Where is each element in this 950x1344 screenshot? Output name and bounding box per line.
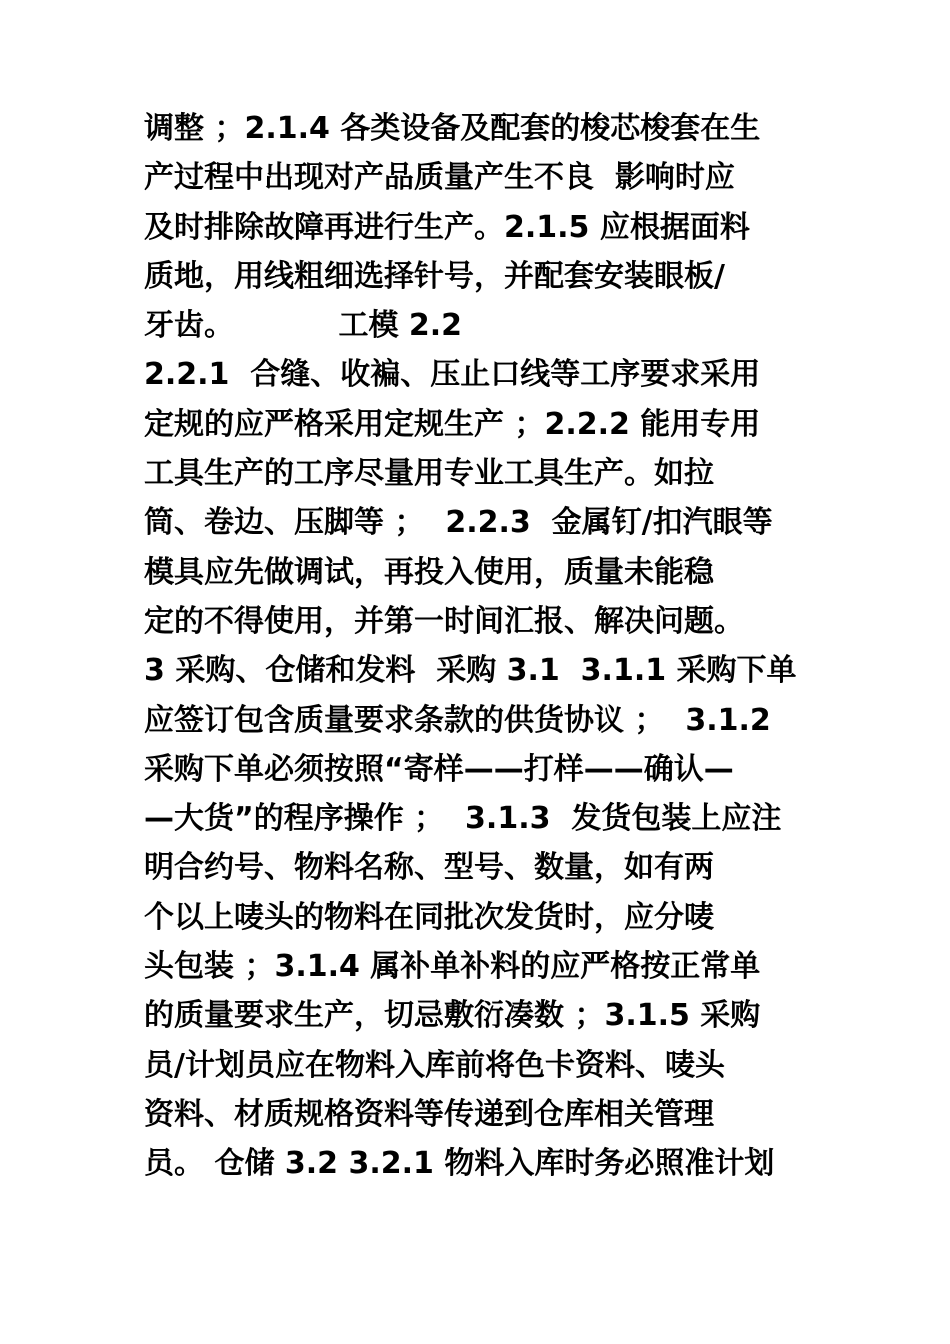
text-line: 员/计划员应在物料入库前将色卡资料、唛头 (144, 1047, 725, 1083)
text-line: —大货”的程序操作 ； 3.1.3 发货包装上应注 (144, 801, 782, 837)
text-line: 的质量要求生产，切忌敷衍凑数 ；3.1.5 采购 (144, 998, 761, 1034)
text-line: 2.2.1 合缝、收褊、压止口线等工序要求采用 (144, 357, 761, 393)
text-line: 头包装 ；3.1.4 属补单补料的应严格按正常单 (144, 949, 761, 985)
text-line: 应签订包含质量要求条款的供货协议 ； 3.1.2 (144, 702, 771, 738)
body-text (144, 104, 844, 1189)
text-line: 员。 仓储 3.2 3.2.1 物料入库时务必照准计划 (144, 1146, 775, 1182)
text-line: 调整 ；2.1.4 各类设备及配套的梭芯梭套在生 (144, 111, 761, 146)
text-line: 定的不得使用，并第一时间汇报、解决问题。 (144, 603, 744, 639)
text-line: 工具生产的工序尽量用专业工具生产。如拉 (144, 456, 714, 492)
text-line: 资料、材质规格资料等传递到仓库相关管理 (144, 1096, 714, 1132)
text-line: 个以上唛头的物料在同批次发货时，应分唛 (144, 899, 714, 935)
text-line: 明合约号、物料名称、型号、数量，如有两 (144, 850, 714, 886)
text-line: 采购下单必须按照“寄样——打样——确认— (144, 751, 734, 787)
text-line: 模具应先做调试，再投入使用，质量未能稳 (144, 554, 714, 590)
text-line: 3 采购、仓储和发料 采购 3.1 3.1.1 采购下单 (144, 653, 797, 689)
text-line: 定规的应严格采用定规生产 ；2.2.2 能用专用 (144, 406, 761, 442)
text-line: 产过程中出现对产品质量产生不良 影响时应 (144, 160, 735, 196)
text-line: 筒、卷边、压脚等 ； 2.2.3 金属钉/扣汽眼等 (144, 505, 773, 541)
text-line: 及时排除故障再进行生产。2.1.5 应根据面料 (144, 209, 750, 245)
text-line: 质地，用线粗细选择针号，并配套安装眼板/ (144, 258, 725, 294)
text-line: 牙齿。 工模 2.2 (144, 308, 463, 344)
